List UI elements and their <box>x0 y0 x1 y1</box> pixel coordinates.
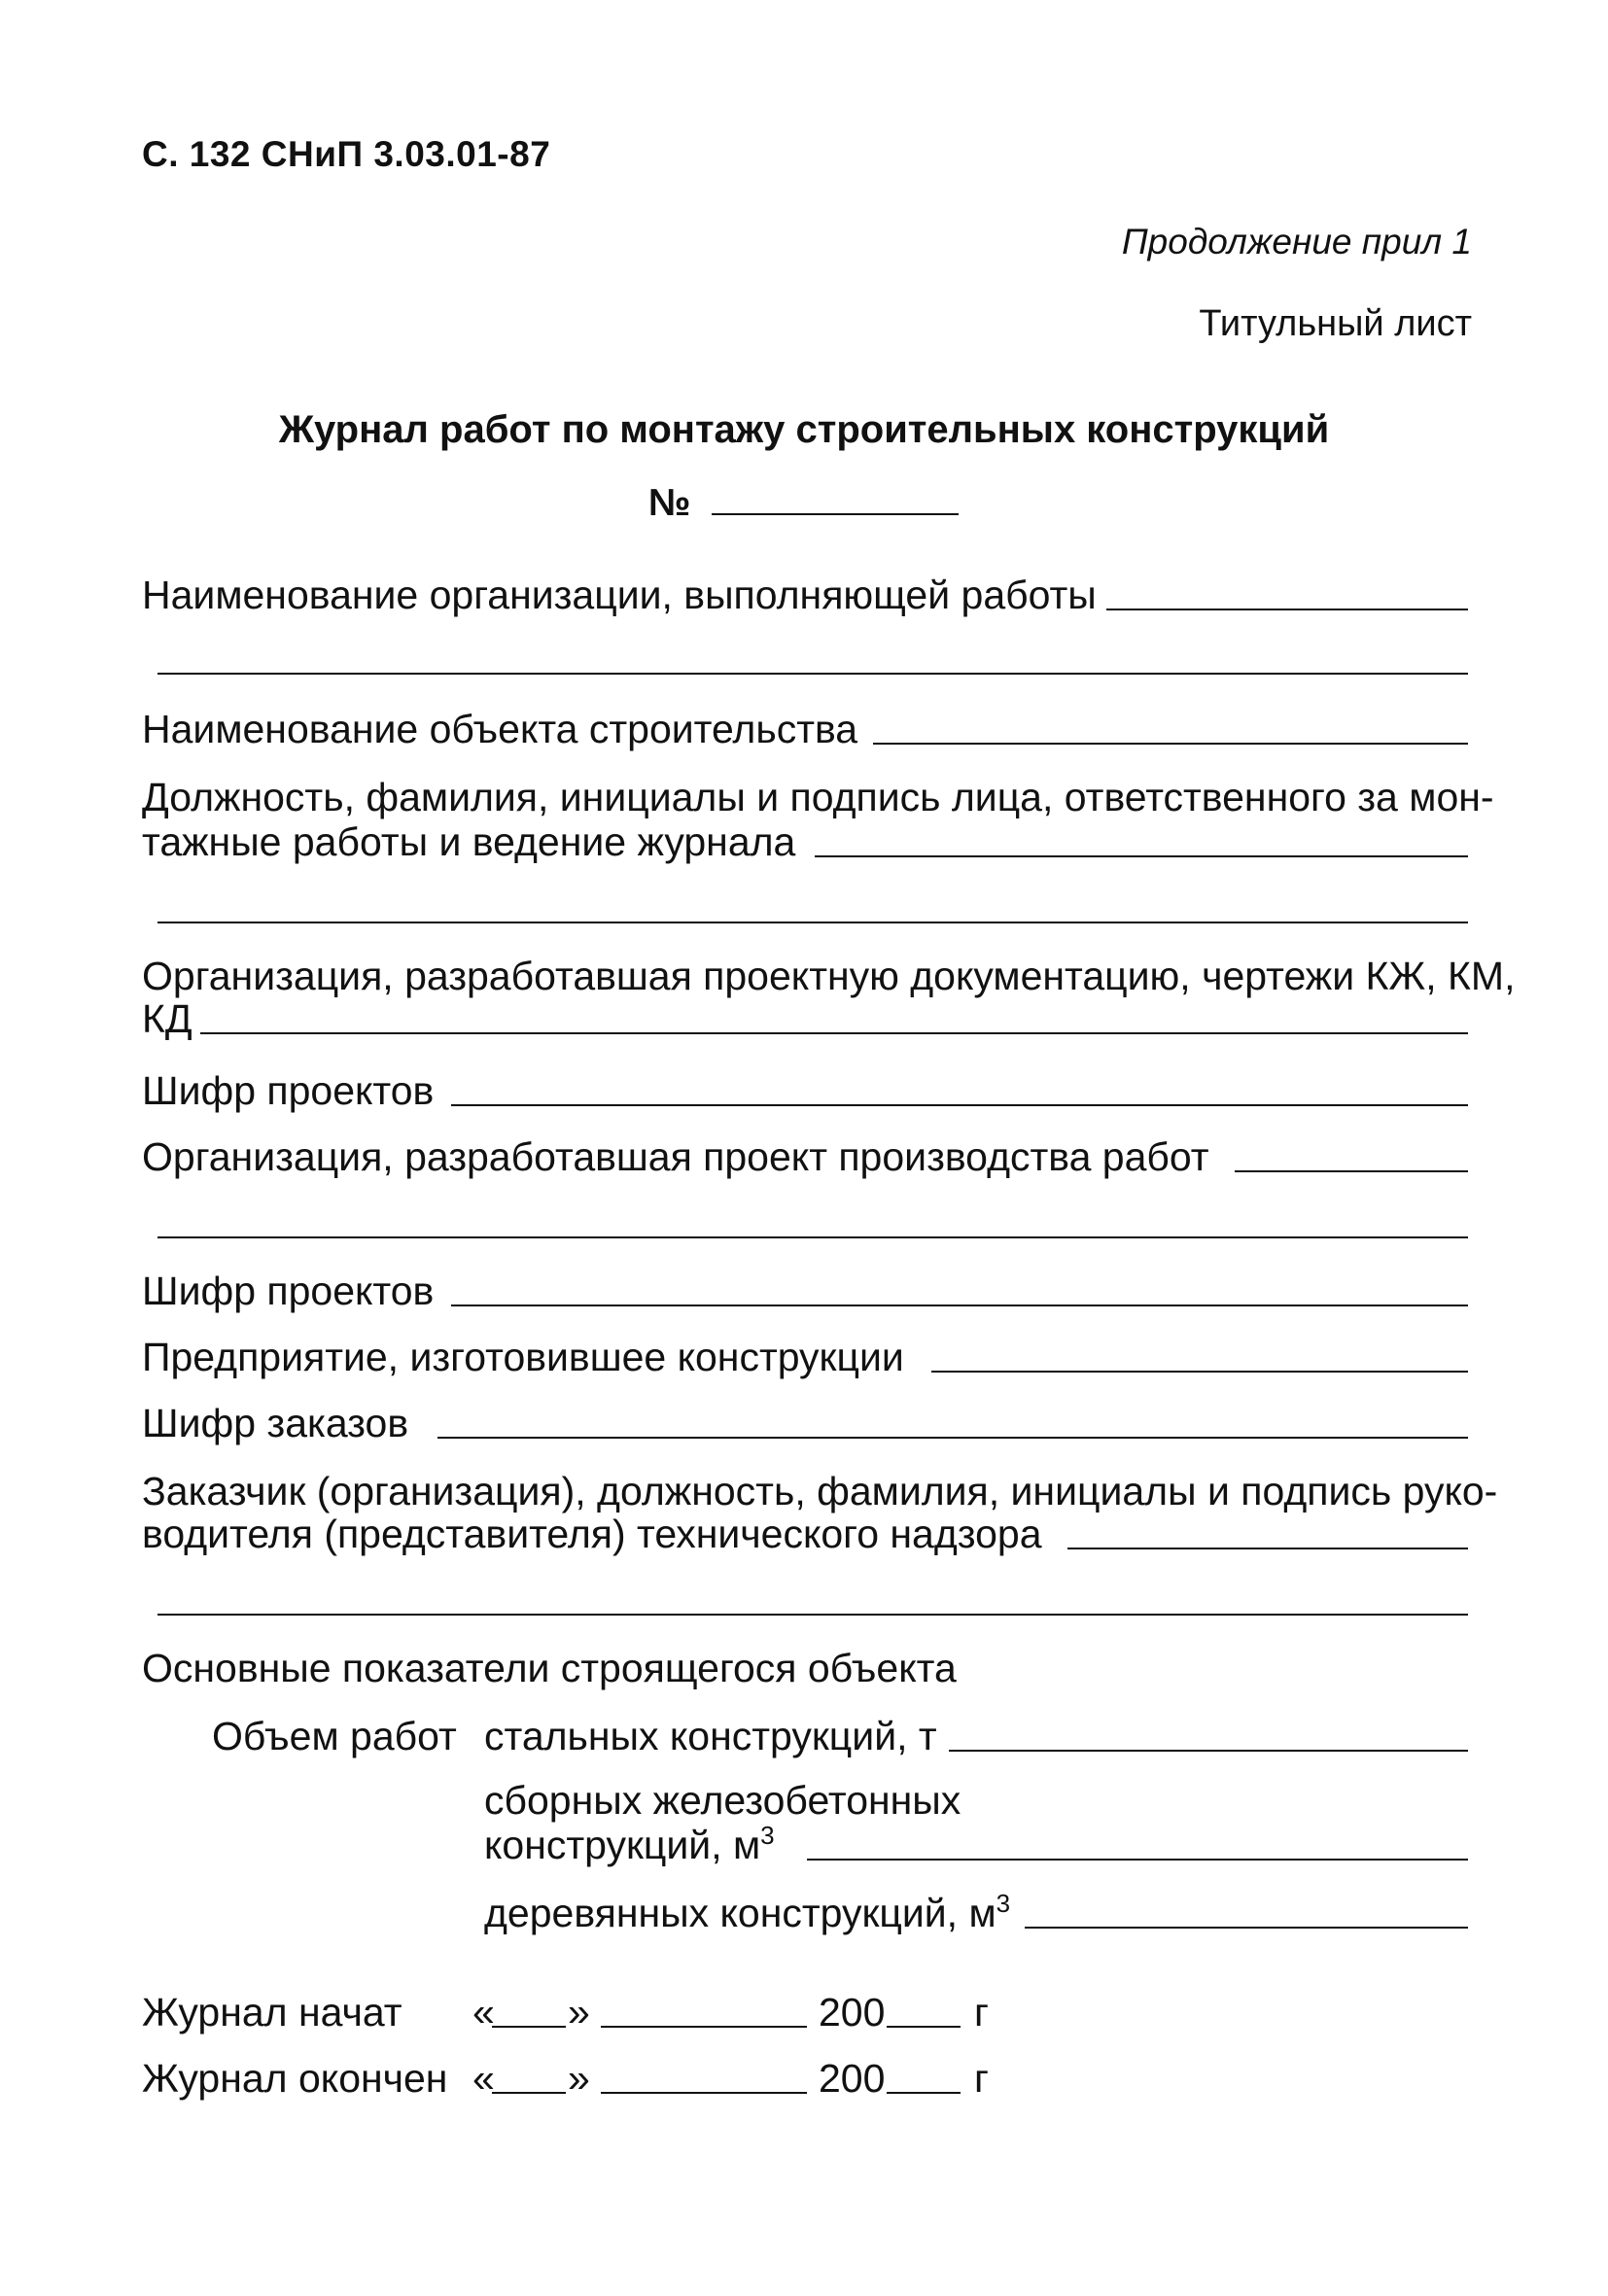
precast-field[interactable] <box>807 1859 1468 1861</box>
steel-field[interactable] <box>949 1750 1468 1752</box>
indicators-heading: Основные показатели строящегося объекта <box>142 1646 957 1690</box>
timber-field[interactable] <box>1025 1927 1468 1929</box>
started-day-open-quote: « <box>472 1990 495 2035</box>
page-header: С. 132 СНиП 3.03.01-87 <box>142 134 551 174</box>
ppr-org-label: Организация, разработавшая проект производства работ <box>142 1134 1209 1179</box>
precast-label-line1: сборных железобетонных <box>484 1778 961 1823</box>
started-month-field[interactable] <box>601 2026 807 2028</box>
ended-year-prefix: 200 <box>819 2056 886 2101</box>
responsible-label-line2: тажные работы и ведение журнала <box>142 819 796 864</box>
ended-year-suffix: г <box>974 2056 989 2101</box>
org-performing-label: Наименование организации, выполняющей работы <box>142 573 1097 617</box>
customer-label-line2: водителя (представителя) технического надзора <box>142 1512 1042 1556</box>
customer-label-line1: Заказчик (организация), должность, фамилия, инициалы и подпись руко- <box>142 1469 1498 1513</box>
ended-day-open-quote: « <box>472 2056 495 2101</box>
customer-field-line2[interactable] <box>157 1614 1468 1616</box>
order-code-field[interactable] <box>437 1437 1468 1439</box>
journal-ended-label: Журнал окончен <box>142 2056 448 2101</box>
steel-label: стальных конструкций, т <box>484 1714 937 1758</box>
started-year-prefix: 200 <box>819 1990 886 2035</box>
project-code-field-1[interactable] <box>451 1104 1468 1106</box>
design-org-field[interactable] <box>200 1032 1468 1034</box>
design-org-label-line2: КД <box>142 996 192 1041</box>
org-performing-field[interactable] <box>1106 609 1468 610</box>
journal-started-label: Журнал начат <box>142 1990 402 2035</box>
ppr-org-field-line2[interactable] <box>157 1236 1468 1238</box>
object-name-label: Наименование объекта строительства <box>142 707 858 751</box>
manufacturer-label: Предприятие, изготовившее конструкции <box>142 1335 904 1379</box>
project-code-label-2: Шифр проектов <box>142 1269 435 1313</box>
title-sheet-label: Титульный лист <box>1199 303 1472 344</box>
ended-year-field[interactable] <box>887 2092 961 2094</box>
volume-label: Объем работ <box>212 1714 457 1758</box>
started-day-field[interactable] <box>492 2026 566 2028</box>
responsible-field[interactable] <box>815 855 1468 857</box>
responsible-field-line2[interactable] <box>157 922 1468 923</box>
appendix-continuation: Продолжение прил 1 <box>1121 222 1472 261</box>
started-day-close-quote: » <box>568 1990 590 2035</box>
journal-number-label: № <box>648 482 691 524</box>
ended-month-field[interactable] <box>601 2092 807 2094</box>
timber-label: деревянных конструкций, $м^3$ <box>484 1889 1011 1935</box>
project-code-field-2[interactable] <box>451 1305 1468 1306</box>
started-year-suffix: г <box>974 1990 989 2035</box>
precast-label-line2: конструкций, $м^3$ <box>484 1821 775 1867</box>
journal-number-field[interactable] <box>712 513 959 515</box>
responsible-label-line1: Должность, фамилия, инициалы и подпись лица, ответственного за мон- <box>142 775 1494 819</box>
design-org-label-line1: Организация, разработавшая проектную документацию, чертежи КЖ, КМ, <box>142 954 1516 998</box>
ppr-org-field[interactable] <box>1235 1170 1468 1172</box>
ended-day-field[interactable] <box>492 2092 566 2094</box>
object-name-field[interactable] <box>873 743 1468 745</box>
ended-day-close-quote: » <box>568 2056 590 2101</box>
project-code-label-1: Шифр проектов <box>142 1068 435 1113</box>
customer-field[interactable] <box>1067 1548 1468 1549</box>
order-code-label: Шифр заказов <box>142 1401 409 1445</box>
manufacturer-field[interactable] <box>931 1371 1468 1373</box>
org-performing-field-line2[interactable] <box>157 673 1468 675</box>
started-year-field[interactable] <box>887 2026 961 2028</box>
journal-title: Журнал работ по монтажу строительных конструкций <box>278 408 1330 451</box>
